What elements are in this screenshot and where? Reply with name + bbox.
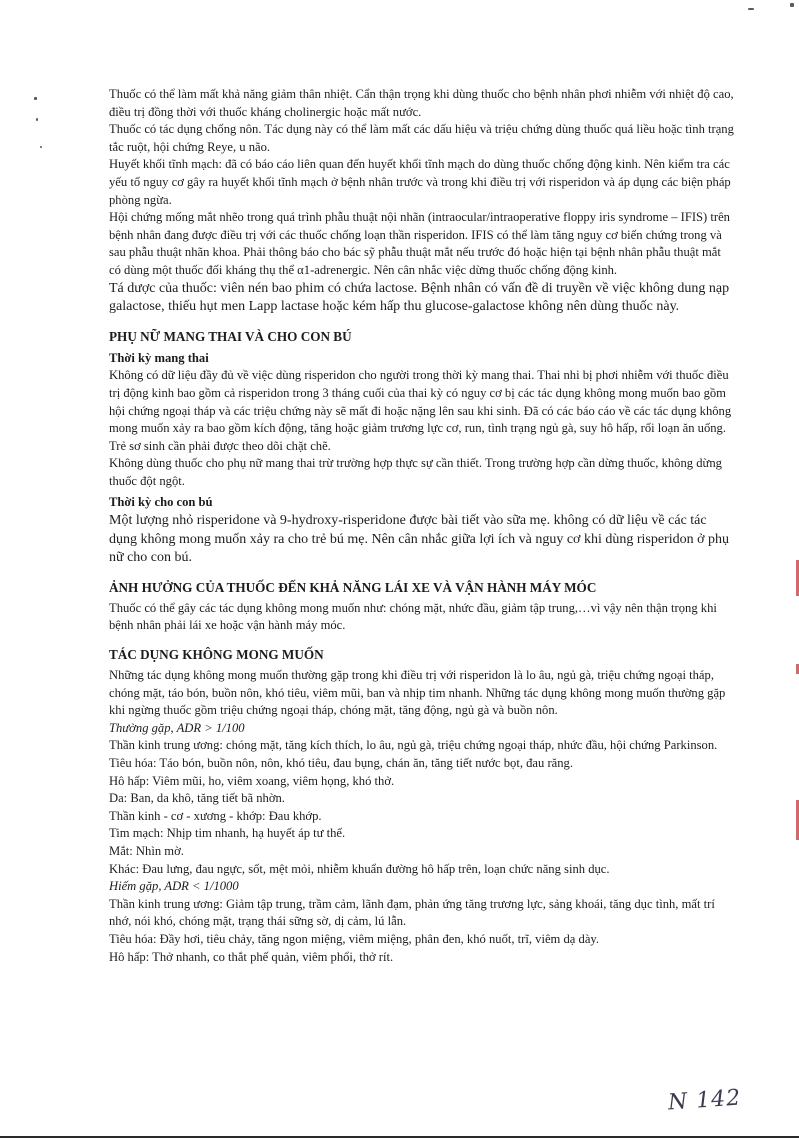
pregnancy-paragraph-1: Không có dữ liệu đầy đủ về việc dùng risperidon cho người trong thời kỳ mang thai. Thai nhi bị phơi nhiễm với thuốc điều trị động kinh bao gồm cả risperidon trong 3 tháng cuối của thai kỳ có nguy cơ bị các tác dụng không mong muốn bao gồm hội chứng ngoại tháp và các triệu chứng này sẽ mất đi hoặc nặng lên sau khi sinh. Đã có các báo cáo về các tác dụng không mong muốn xảy ra bao gồm kích động, tăng hoặc giảm trương lực cơ, run, tình trạng ngủ gà, suy hô hấp, rối loạn ăn uống. Trẻ sơ sinh cần phải được theo dõi chặt chẽ. <box>109 368 732 453</box>
rare-frequency-label: Hiếm gặp, ADR < 1/1000 <box>109 879 239 894</box>
section-title-adverse: TÁC DỤNG KHÔNG MONG MUỐN <box>109 647 324 663</box>
pregnancy-paragraph-2: Không dùng thuốc cho phụ nữ mang thai trừ trường hợp thực sự cần thiết. Trong trường hợp cần dừng thuốc, không dừng thuốc đột ngột. <box>109 456 722 488</box>
scan-dot <box>748 8 754 10</box>
common-frequency-label: Thường gặp, ADR > 1/100 <box>109 720 245 735</box>
common-item-musculoskeletal: Thần kinh - cơ - xương - khớp: Đau khớp. <box>109 808 322 823</box>
breastfeeding-paragraph: Một lượng nhỏ risperidone và 9-hydroxy-risperidone được bài tiết vào sữa mẹ. không có dữ liệu về các tác dụng không mong muốn xảy ra cho trẻ bú mẹ. Nên cân nhắc giữa lợi ích và nguy cơ khi dùng risperidon ở phụ nữ cho con bú. <box>109 513 729 566</box>
scan-dot <box>790 3 794 7</box>
scan-dot <box>40 146 42 148</box>
intro-paragraph-1: Thuốc có thể làm mất khả năng giảm thân nhiệt. Cẩn thận trọng khi dùng thuốc cho bệnh nhân phơi nhiễm với nhiệt độ cao, điều trị đồng thời với thuốc kháng cholinergic hoặc mất nước. <box>109 87 734 119</box>
common-item-skin: Da: Ban, da khô, tăng tiết bã nhờn. <box>109 791 285 806</box>
handwritten-page-mark: N 142 <box>667 1085 743 1116</box>
rare-item-cns: Thần kinh trung ương: Giảm tập trung, trầm cảm, lãnh đạm, phản ứng tăng trương lực, sảng khoái, tăng dục tình, mất trí nhớ, nói khó, chóng mặt, trạng thái sững sờ, dị cảm, lú lẫn. <box>109 896 715 929</box>
rare-item-digestive: Tiêu hóa: Đầy hơi, tiêu chảy, tăng ngon miệng, viêm miệng, phân đen, khó nuốt, trĩ, viêm dạ dày. <box>109 931 600 946</box>
intro-paragraph-2: Thuốc có tác dụng chống nôn. Tác dụng này có thể làm mất các dấu hiệu và triệu chứng dùng thuốc quá liều hoặc tình trạng tắc ruột, hội chứng Reye, u não. <box>109 122 734 154</box>
intro-paragraph-5: Tá dược của thuốc: viên nén bao phim có chứa lactose. Bệnh nhân có vấn đề di truyền về việc không dung nạp galactose, thiếu hụt men Lapp lactase hoặc kém hấp thu glucose-galactose không nên dùng thuốc này. <box>109 280 730 315</box>
driving-paragraph: Thuốc có thể gây các tác dụng không mong muốn như: chóng mặt, nhức đầu, giảm tập trung,…vì vậy nên thận trọng khi bệnh nhân phải lái xe hoặc vận hành máy móc. <box>109 600 717 633</box>
common-item-other: Khác: Đau lưng, đau ngực, sốt, mệt mỏi, nhiễm khuẩn đường hô hấp trên, loạn chức năng sinh dục. <box>109 861 610 876</box>
common-item-eye: Mắt: Nhìn mờ. <box>109 843 184 858</box>
common-item-cns: Thần kinh trung ương: chóng mặt, tăng kích thích, lo âu, ngủ gà, triệu chứng ngoại tháp, nhức đầu, hội chứng Parkinson. <box>109 738 718 753</box>
adverse-paragraph: Những tác dụng không mong muốn thường gặp trong khi điều trị với risperidon là lo âu, ngủ gà, triệu chứng ngoại tháp, chóng mặt, táo bón, buồn nôn, khó tiêu, viêm mũi, ban và nhịp tim nhanh. Những tác dụng không mong muốn thường gặp khi ngừng thuốc gồm triệu chứng ngoại tháp, chóng mặt, tăng động, ngủ gà và buồn nôn. <box>109 668 726 718</box>
subsection-title-breastfeeding: Thời kỳ cho con bú <box>109 495 213 510</box>
intro-paragraph-4: Hội chứng mống mắt nhẽo trong quá trình phẫu thuật nội nhãn (intraocular/intraoperative floppy iris syndrome – IFIS) trên bệnh nhân đang được điều trị với các thuốc chống loạn thần risperidon. IFIS có thể làm tăng nguy cơ biến chứng trong và sau phẫu thuật nhãn khoa. Phải thông báo cho bác sỹ phẫu thuật mắt nếu trước đó hoặc hiện tại bệnh nhân phẫu thuật mắt có dùng một thuốc đối kháng thụ thể α1-adrenergic. Nên cân nhắc việc dừng thuốc chống động kinh. <box>109 210 730 277</box>
intro-paragraph-3: Huyết khối tĩnh mạch: đã có báo cáo liên quan đến huyết khối tĩnh mạch do dùng thuốc chống động kinh. Nên kiểm tra các yếu tố nguy cơ gây ra huyết khối tĩnh mạch ở bệnh nhân trước và trong khi điều trị với risperidon và áp dụng các biện pháp phòng ngừa. <box>109 157 731 207</box>
section-title-pregnancy: PHỤ NỮ MANG THAI VÀ CHO CON BÚ <box>109 328 352 344</box>
common-item-respiratory: Hô hấp: Viêm mũi, ho, viêm xoang, viêm họng, khó thở. <box>109 773 395 788</box>
scan-dot <box>36 118 38 121</box>
common-item-digestive: Tiêu hóa: Táo bón, buồn nôn, nôn, khó tiêu, đau bụng, chán ăn, tăng tiết nước bọt, đau răng. <box>109 756 573 770</box>
scan-dot <box>34 97 37 100</box>
rare-item-respiratory: Hô hấp: Thở nhanh, co thắt phế quản, viêm phổi, thở rít. <box>109 949 394 964</box>
document-page <box>109 86 735 966</box>
subsection-title-pregnancy: Thời kỳ mang thai <box>109 350 209 365</box>
common-item-cardio: Tim mạch: Nhịp tim nhanh, hạ huyết áp tư thế. <box>109 826 346 841</box>
section-title-driving: ẢNH HƯỞNG CỦA THUỐC ĐẾN KHẢ NĂNG LÁI XE VÀ VẬN HÀNH MÁY MÓC <box>109 579 597 595</box>
